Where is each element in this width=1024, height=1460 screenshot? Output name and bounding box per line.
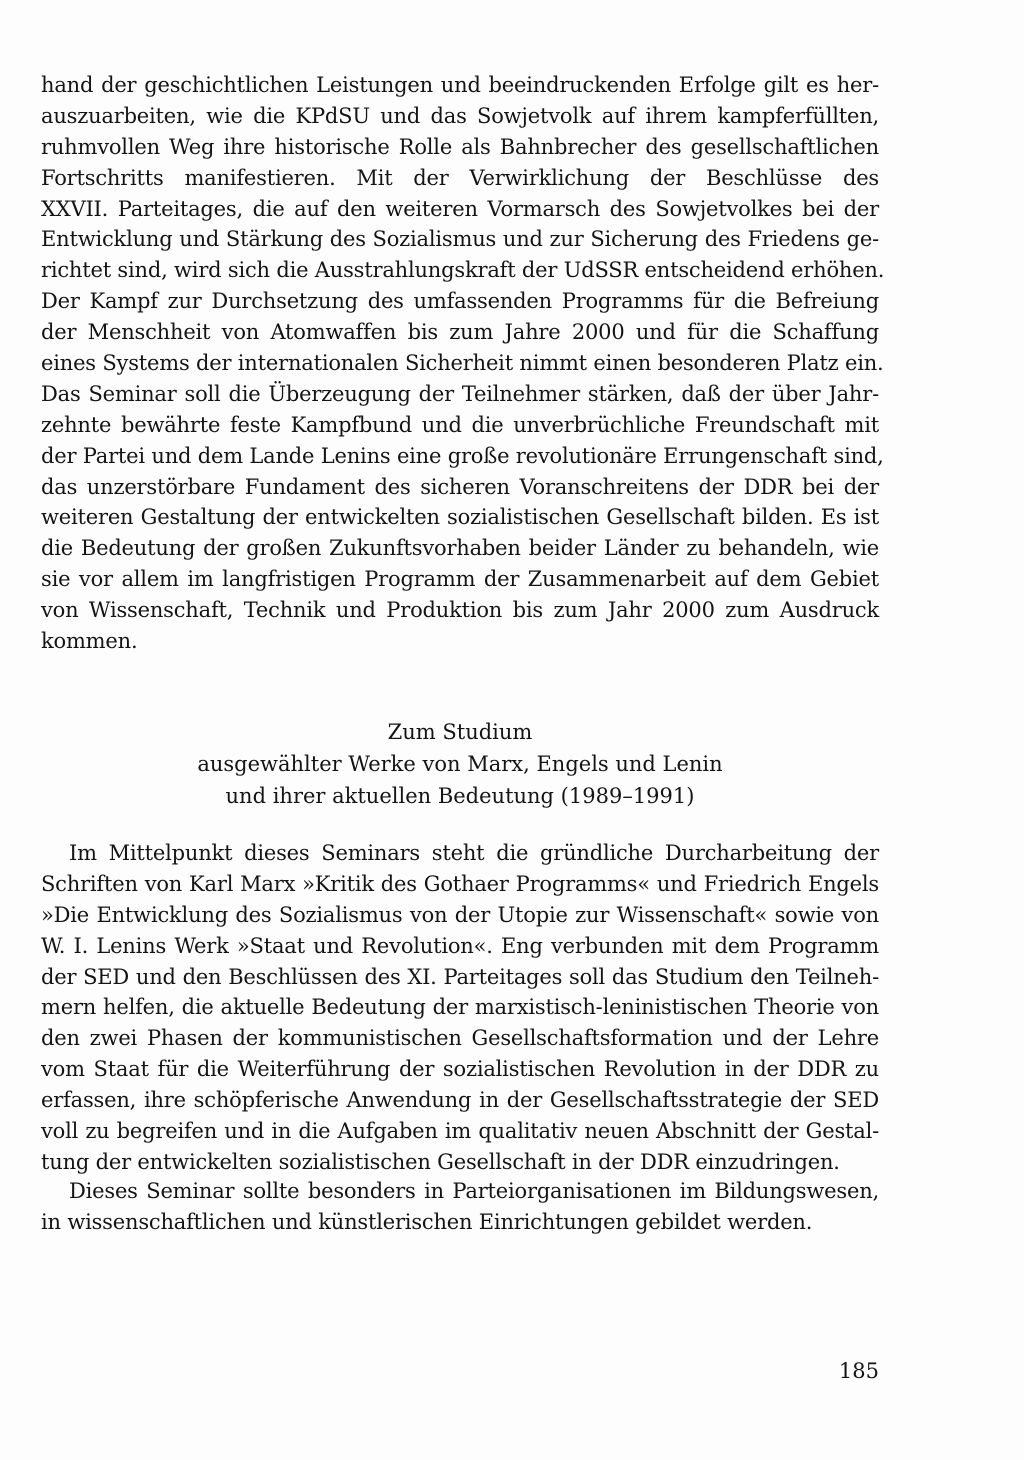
heading-line: Zum Studium [387, 720, 533, 744]
text-line: erfassen, ihre schöpferische Anwendung in der Gesellschaftsstrategie der SED [41, 1088, 879, 1113]
text-line: auszuarbeiten, wie die KPdSU und das Sowjetvolk auf ihrem kampferfüllten, [41, 103, 879, 128]
text-line: kommen. [41, 629, 138, 654]
heading-line: und ihrer aktuellen Bedeutung (1989–1991) [225, 784, 695, 808]
text-line: eines Systems der internationalen Sicherheit nimmt einen besonderen Platz ein. [41, 351, 884, 376]
text-line: zehnte bewährte feste Kampfbund und die unverbrüchliche Freundschaft mit [41, 412, 879, 437]
paragraph-study-intro [41, 838, 879, 1178]
text-line: »Die Entwicklung des Sozialismus von der Utopie zur Wissenschaft« sowie von [41, 902, 879, 927]
text-line: vom Staat für die Weiterführung der sozialistischen Revolution in der DDR zu [41, 1057, 879, 1082]
paragraph-continued [41, 70, 885, 657]
section-heading [41, 716, 879, 812]
text-line: voll zu begreifen und in die Aufgaben im qualitativ neuen Abschnitt der Gestal- [41, 1119, 879, 1144]
text-line: hand der geschichtlichen Leistungen und beeindruckenden Erfolge gilt es her- [41, 73, 879, 97]
text-line: weiteren Gestaltung der entwickelten sozialistischen Gesellschaft bilden. Es ist [41, 505, 879, 530]
text-line: Das Seminar soll die Überzeugung der Teilnehmer stärken, daß der über Jahr- [41, 381, 879, 406]
text-line: die Bedeutung der großen Zukunftsvorhaben beider Länder zu behandeln, wie [41, 536, 879, 561]
text-line: richtet sind, wird sich die Ausstrahlungskraft der UdSSR entscheidend erhöhen. [41, 258, 885, 283]
text-line: ruhmvollen Weg ihre historische Rolle als Bahnbrecher des gesellschaftlichen [41, 134, 879, 159]
text-line: der Partei und dem Lande Lenins eine große revolutionäre Errungenschaft sind, [41, 443, 884, 468]
heading-line: ausgewählter Werke von Marx, Engels und Lenin [197, 752, 723, 776]
text-line: das unzerstörbare Fundament des sicheren Voranschreitens der DDR bei der [41, 474, 879, 499]
text-line: XXVII. Parteitages, die auf den weiteren Vormarsch des Sowjetvolkes bei der [41, 196, 879, 221]
text-line: von Wissenschaft, Technik und Produktion bis zum Jahr 2000 zum Ausdruck [41, 598, 879, 623]
text-line: den zwei Phasen der kommunistischen Gesellschaftsformation und der Lehre [41, 1026, 879, 1051]
text-line: Im Mittelpunkt dieses Seminars steht die gründliche Durcharbeitung der [69, 841, 879, 865]
text-line: W. I. Lenins Werk »Staat und Revolution«. Eng verbunden mit dem Programm [41, 933, 879, 958]
text-line: der SED und den Beschlüssen des XI. Parteitages soll das Studium den Teilneh- [41, 964, 879, 989]
text-line: Dieses Seminar sollte besonders in Parteiorganisationen im Bildungswesen, [69, 1179, 879, 1203]
text-line: Der Kampf zur Durchsetzung des umfassenden Programms für die Befreiung [41, 289, 879, 314]
paragraph-seminar-note [41, 1176, 879, 1238]
text-line: mern helfen, die aktuelle Bedeutung der marxistisch-leninistischen Theorie von [41, 995, 879, 1020]
text-line: Schriften von Karl Marx »Kritik des Gothaer Programms« und Friedrich Engels [41, 871, 879, 896]
page-number: 185 [838, 1359, 879, 1383]
text-line: tung der entwickelten sozialistischen Gesellschaft in der DDR einzudringen. [41, 1149, 840, 1174]
text-line: Fortschritts manifestieren. Mit der Verwirklichung der Beschlüsse des [41, 165, 879, 190]
text-line: sie vor allem im langfristigen Programm der Zusammenarbeit auf dem Gebiet [41, 567, 879, 592]
text-line: Entwicklung und Stärkung des Sozialismus und zur Sicherung des Friedens ge- [41, 227, 879, 252]
text-line: der Menschheit von Atomwaffen bis zum Jahre 2000 und für die Schaffung [41, 320, 879, 345]
text-line: in wissenschaftlichen und künstlerischen Einrichtungen gebildet werden. [41, 1209, 813, 1234]
